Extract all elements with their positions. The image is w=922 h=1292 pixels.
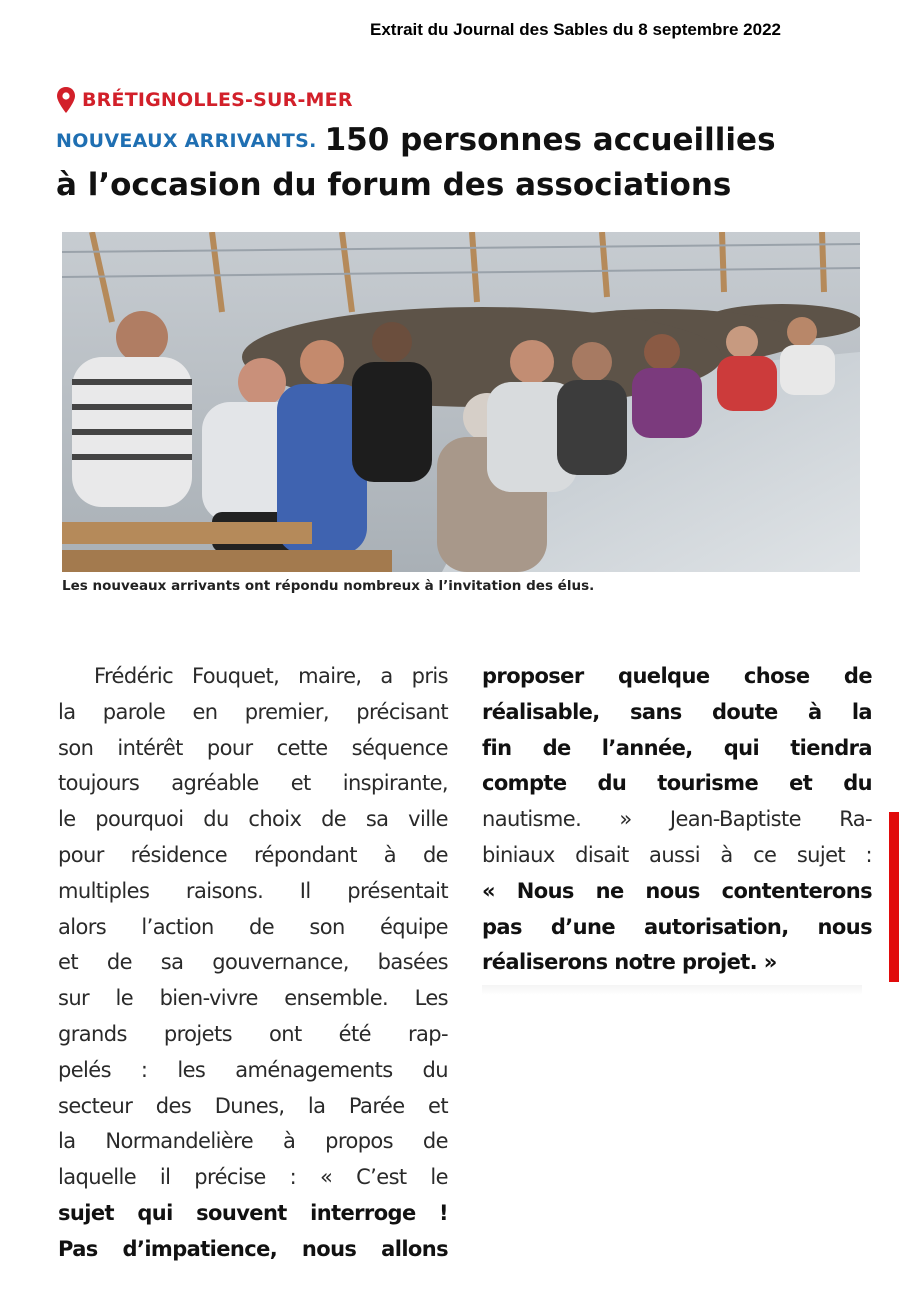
photo-caption: Les nouveaux arrivants ont répondu nombreux à l’invitation des élus. bbox=[62, 578, 595, 594]
article-quote-line: sujet qui souvent interroge ! bbox=[58, 1200, 448, 1225]
article-quote-line: réalisable, sans doute à la bbox=[482, 699, 872, 724]
article-line: secteur des Dunes, la Parée et bbox=[58, 1093, 448, 1118]
article-line: grands projets ont été rap- bbox=[58, 1021, 448, 1046]
article-column-right bbox=[482, 659, 872, 981]
article-quote-line: Pas d’impatience, nous allons bbox=[58, 1236, 448, 1261]
article-line: toujours agréable et inspirante, bbox=[58, 771, 448, 796]
headline bbox=[56, 118, 876, 207]
article-quote-line: compte du tourisme et du bbox=[482, 771, 872, 796]
article-quote-line: « Nous ne nous contenterons bbox=[482, 878, 872, 903]
article-column-left bbox=[58, 659, 448, 1268]
article-line: Frédéric Fouquet, maire, a pris bbox=[94, 664, 448, 688]
article-line: et de sa gouvernance, basées bbox=[58, 950, 448, 975]
source-line: Extrait du Journal des Sables du 8 septembre 2022 bbox=[370, 20, 781, 39]
headline-line-2: à l’occasion du forum des associations bbox=[56, 167, 732, 203]
article-quote-line: réaliserons notre projet. » bbox=[482, 950, 777, 975]
article-line: pelés : les aménagements du bbox=[58, 1057, 448, 1082]
article-quote-line: pas d’une autorisation, nous bbox=[482, 914, 872, 939]
article-quote-line: proposer quelque chose de bbox=[482, 664, 872, 688]
article-quote-line: fin de l’année, qui tiendra bbox=[482, 735, 872, 760]
location-tag bbox=[56, 86, 353, 114]
crowd-photo-illustration bbox=[62, 232, 860, 572]
location-name: BRÉTIGNOLLES-SUR-MER bbox=[82, 89, 353, 111]
article-line: sur le bien-vivre ensemble. Les bbox=[58, 986, 448, 1011]
article-line: alors l’action de son équipe bbox=[58, 914, 448, 939]
location-pin-icon bbox=[56, 86, 76, 114]
article-line: nautisme. » Jean-Baptiste Ra- bbox=[482, 807, 872, 832]
red-marker-bar bbox=[889, 812, 899, 982]
article-line: la parole en premier, précisant bbox=[58, 699, 448, 724]
article-line: multiples raisons. Il présentait bbox=[58, 878, 448, 903]
article-line: la Normandelière à propos de bbox=[58, 1129, 448, 1154]
article-line: pour résidence répondant à de bbox=[58, 842, 448, 867]
headline-line-1: 150 personnes accueillies bbox=[324, 122, 776, 158]
crowd-photo bbox=[62, 232, 860, 572]
article-line: son intérêt pour cette séquence bbox=[58, 735, 448, 760]
article-line: biniaux disait aussi à ce sujet : bbox=[482, 842, 872, 867]
article-line: laquelle il précise : « C’est le bbox=[58, 1165, 448, 1190]
article-line: le pourquoi du choix de sa ville bbox=[58, 807, 448, 832]
column-bottom-fade bbox=[482, 985, 862, 995]
headline-kicker: NOUVEAUX ARRIVANTS. bbox=[56, 130, 317, 152]
